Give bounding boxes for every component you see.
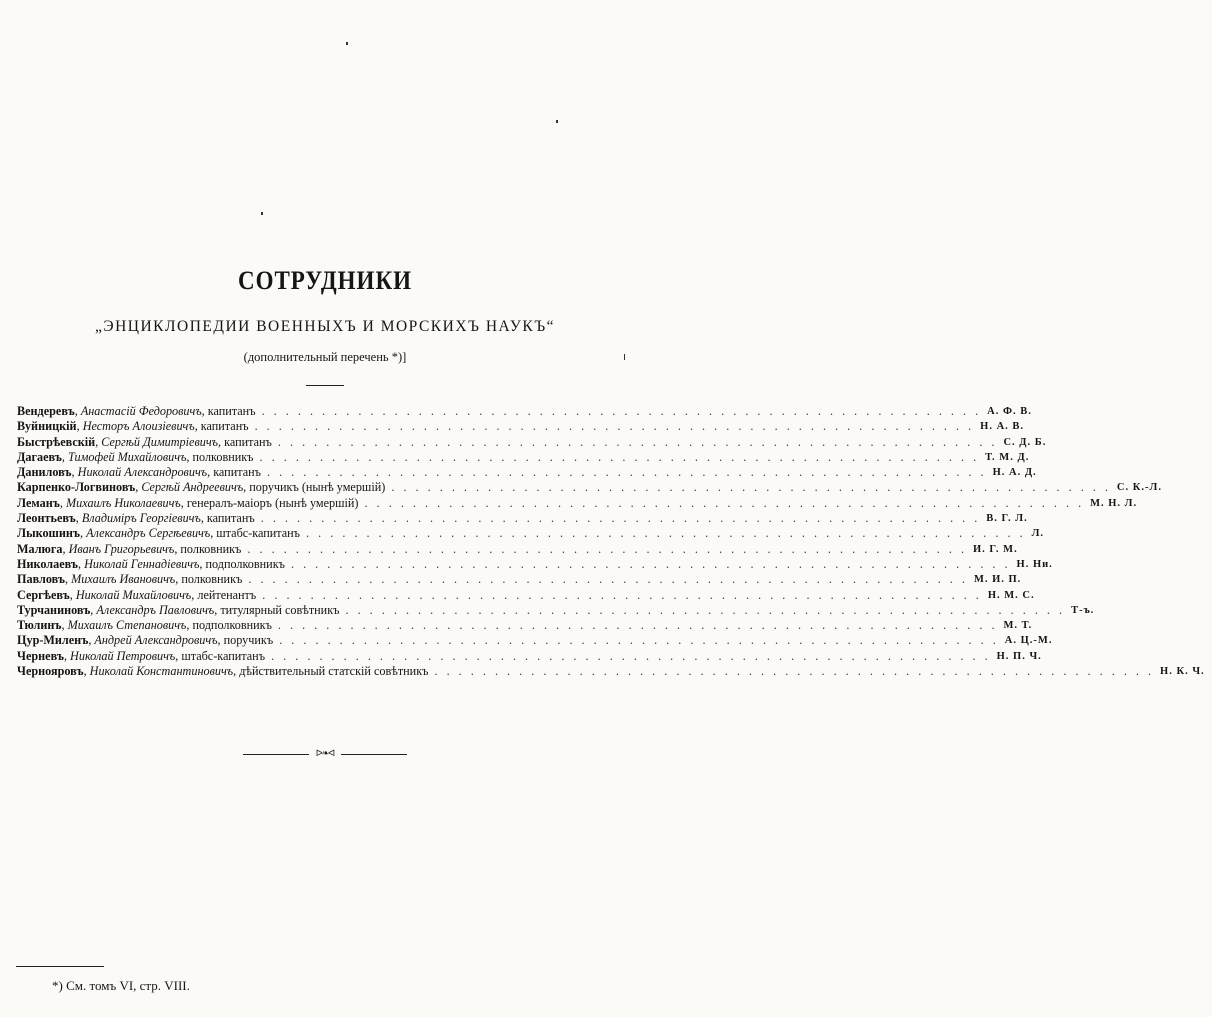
contributor-given-name: Сергѣй Андреевичъ — [141, 480, 244, 495]
contributor-surname: Сергѣевъ — [17, 587, 70, 602]
contributor-entry: Быстрѣевскій, Сергѣй Димитріевичъ, капитанъ . . . . . . . . . . . . . . . . . . . . . . . . . . . . . . . . . . . . . . . . . . . . . . . . . . . . . . . . . . . . — [17, 434, 998, 449]
contributor-initials: Т-ъ. — [1071, 604, 1095, 616]
contributor-initials: В. Г. Л. — [986, 513, 1028, 525]
leader-dots: . . . . . . . . . . . . . . . . . . . . . . . . . . . . . . . . . . . . . . . . . . . . . . . . . . . . . . . . . . . . — [339, 602, 1066, 617]
contributor-initials: И. Г. М. — [973, 543, 1018, 555]
contributor-entry: Даниловъ, Николай Александровичъ, капитанъ . . . . . . . . . . . . . . . . . . . . . . . . . . . . . . . . . . . . . . . . . . . . . . . . . . . . . . . . . . . . — [17, 465, 987, 480]
contributor-row — [17, 495, 1138, 511]
contributor-initials: С. К.-Л. — [1116, 482, 1162, 494]
contributor-given-name: Владиміръ Георгіевичъ — [81, 511, 201, 526]
contributor-rank: полковникъ — [192, 449, 254, 464]
contributor-initials: Т. М. Д. — [985, 451, 1030, 463]
contributor-rank: капитанъ — [200, 419, 249, 434]
contributor-row — [17, 664, 1205, 679]
page-title: СОТРУДНИКИ — [237, 266, 413, 295]
contributor-rank: полковникъ — [180, 541, 242, 556]
contributor-surname: Вуйницкій — [17, 419, 77, 434]
contributor-given-name: Николай Геннадіевичъ — [84, 556, 200, 571]
contributor-entry: Чернояровъ, Николай Константиновичъ, дѣйствительный статскій совѣтникъ . . . . . . . . . . . . . . . . . . . . . . . . . . . . . . . . . . . . . . . . . . . . . . . . . . . . . . . . . . . . — [17, 664, 1155, 679]
contributor-surname: Леонтьевъ — [17, 511, 76, 526]
contributor-given-name: Николай Михайловичъ — [75, 587, 192, 602]
leader-dots: . . . . . . . . . . . . . . . . . . . . . . . . . . . . . . . . . . . . . . . . . . . . . . . . . . . . . . . . . . . . — [260, 465, 987, 480]
leader-dots: . . . . . . . . . . . . . . . . . . . . . . . . . . . . . . . . . . . . . . . . . . . . . . . . . . . . . . . . . . . . — [358, 495, 1085, 510]
contributor-initials: Н. А. Д. — [992, 467, 1037, 479]
contributor-surname: Малюга — [17, 541, 63, 556]
leader-dots: . . . . . . . . . . . . . . . . . . . . . . . . . . . . . . . . . . . . . . . . . . . . . . . . . . . . . . . . . . . . — [256, 587, 982, 602]
contributor-row — [17, 633, 1053, 648]
leader-dots: . . . . . . . . . . . . . . . . . . . . . . . . . . . . . . . . . . . . . . . . . . . . . . . . . . . . . . . . . . . . — [242, 572, 968, 587]
contributor-given-name: Несторъ Алоизіевичъ — [82, 419, 195, 434]
contributor-entry: Тюлинъ, Михаилъ Степановичъ, подполковникъ . . . . . . . . . . . . . . . . . . . . . . . . . . . . . . . . . . . . . . . . . . . . . . . . . . . . . . . . . . . . — [17, 618, 998, 633]
leader-dots: . . . . . . . . . . . . . . . . . . . . . . . . . . . . . . . . . . . . . . . . . . . . . . . . . . . . . . . . . . . . — [299, 526, 1026, 541]
contributor-entry: Вендеревъ, Анастасій Федоровичъ, капитанъ . . . . . . . . . . . . . . . . . . . . . . . . . . . . . . . . . . . . . . . . . . . . . . . . . . . . . . . . . . . . — [17, 404, 982, 418]
contributor-surname: Карпенко-Логвиновъ — [17, 480, 136, 495]
contributor-surname: Николаевъ — [17, 556, 79, 571]
contributor-row — [17, 419, 1025, 434]
contributor-entry: Павловъ, Михаилъ Ивановичъ, полковникъ . . . . . . . . . . . . . . . . . . . . . . . . . . . . . . . . . . . . . . . . . . . . . . . . . . . . . . . . . . . . — [17, 572, 968, 587]
contributor-entry: Лыкошинъ, Александръ Сергѣевичъ, штабс-капитанъ . . . . . . . . . . . . . . . . . . . . . . . . . . . . . . . . . . . . . . . . . . . . . . . . . . . . . . . . . . . . — [17, 526, 1026, 541]
contributor-rank: капитанъ — [207, 404, 256, 418]
contributor-surname: Леманъ — [17, 495, 60, 510]
contributor-given-name: Николай Александровичъ — [77, 465, 208, 480]
contributor-initials: А. Ц.-М. — [1004, 635, 1053, 647]
leader-dots: . . . . . . . . . . . . . . . . . . . . . . . . . . . . . . . . . . . . . . . . . . . . . . . . . . . . . . . . . . . . — [385, 480, 1111, 495]
contributor-initials: Н. А. В. — [980, 421, 1025, 433]
contributor-entry: Малюга, Иванъ Григорьевичъ, полковникъ . . . . . . . . . . . . . . . . . . . . . . . . . . . . . . . . . . . . . . . . . . . . . . . . . . . . . . . . . . . . — [17, 541, 967, 556]
supplementary-note: (дополнительный перечень *)] — [243, 350, 407, 364]
contributor-surname: Цур-Миленъ — [17, 633, 89, 648]
contributor-surname: Павловъ — [17, 572, 66, 587]
contributor-rank: титулярный совѣтникъ — [220, 602, 340, 617]
contributor-rank: штабс-капитанъ — [181, 648, 266, 663]
contributor-initials: Н. Ни. — [1016, 558, 1053, 570]
ornament-glyph: ᐅ❧ᐊ — [315, 748, 335, 758]
print-speck — [346, 42, 348, 45]
contributor-given-name: Михаилъ Степановичъ — [67, 618, 187, 633]
contributor-surname: Тюлинъ — [17, 618, 62, 633]
contributor-row — [17, 572, 1022, 587]
footnote: *) См. томъ VI, стр. VIII. — [52, 978, 190, 993]
contributor-row — [17, 587, 1035, 603]
leader-dots: . . . . . . . . . . . . . . . . . . . . . . . . . . . . . . . . . . . . . . . . . . . . . . . . . . . . . . . . . . . . — [254, 511, 981, 526]
contributor-surname: Вендеревъ — [17, 404, 75, 418]
contributor-row — [17, 648, 1042, 664]
contributor-given-name: Михаилъ Николаевичъ — [65, 495, 181, 510]
contributor-given-name: Николай Петровичъ — [70, 648, 176, 663]
footnote-divider — [16, 966, 104, 967]
contributor-initials: М. Т. — [1003, 620, 1033, 632]
contributor-rank: штабс-капитанъ — [216, 526, 300, 541]
title-divider — [306, 385, 344, 386]
contributor-given-name: Анастасій Федоровичъ — [80, 404, 202, 418]
print-speck — [261, 212, 263, 215]
contributor-row — [17, 602, 1095, 618]
contributor-entry: Николаевъ, Николай Геннадіевичъ, подполковникъ . . . . . . . . . . . . . . . . . . . . . . . . . . . . . . . . . . . . . . . . . . . . . . . . . . . . . . . . . . . . — [17, 556, 1011, 571]
contributor-row — [17, 556, 1053, 572]
contributor-rank: поручикъ — [223, 633, 274, 648]
contributor-rank: подполковникъ — [205, 556, 285, 571]
contributor-row — [17, 541, 1018, 557]
contributor-entry: Турчаниновъ, Александръ Павловичъ, титулярный совѣтникъ . . . . . . . . . . . . . . . . . . . . . . . . . . . . . . . . . . . . . . . . . . . . . . . . . . . . . . . . . . . . — [17, 602, 1066, 617]
contributor-given-name: Тимофей Михайловичъ — [68, 449, 187, 464]
contributor-initials: М. Н. Л. — [1090, 497, 1138, 509]
contributor-initials: М. И. П. — [973, 574, 1022, 586]
ornament-line-left — [243, 754, 309, 755]
contributor-rank: поручикъ (нынѣ умершій) — [249, 480, 386, 495]
leader-dots: . . . . . . . . . . . . . . . . . . . . . . . . . . . . . . . . . . . . . . . . . . . . . . . . . . . . . . . . . . . . — [253, 449, 980, 464]
contributor-initials: С. Д. Б. — [1003, 436, 1047, 448]
contributor-rank: капитанъ — [206, 511, 255, 526]
leader-dots: . . . . . . . . . . . . . . . . . . . . . . . . . . . . . . . . . . . . . . . . . . . . . . . . . . . . . . . . . . . . — [248, 419, 975, 434]
contributor-entry: Дагаевъ, Тимофей Михайловичъ, полковникъ . . . . . . . . . . . . . . . . . . . . . . . . . . . . . . . . . . . . . . . . . . . . . . . . . . . . . . . . . . . . — [17, 449, 980, 464]
contributor-given-name: Сергѣй Димитріевичъ — [101, 434, 218, 449]
contributor-rank: лейтенантъ — [197, 587, 257, 602]
leader-dots: . . . . . . . . . . . . . . . . . . . . . . . . . . . . . . . . . . . . . . . . . . . . . . . . . . . . . . . . . . . . — [273, 633, 999, 648]
contributor-given-name: Александръ Сергѣевичъ — [86, 526, 211, 541]
contributor-rank: генералъ-маіоръ (нынѣ умершій) — [186, 495, 359, 510]
contributor-rank: капитанъ — [213, 465, 261, 480]
contributor-row — [17, 618, 1033, 633]
contributor-surname: Дагаевъ — [17, 449, 62, 464]
contributor-entry: Цур-Миленъ, Андрей Александровичъ, поручикъ . . . . . . . . . . . . . . . . . . . . . . . . . . . . . . . . . . . . . . . . . . . . . . . . . . . . . . . . . . . . — [17, 633, 999, 648]
contributor-row — [17, 480, 1162, 495]
contributor-entry: Вуйницкій, Несторъ Алоизіевичъ, капитанъ . . . . . . . . . . . . . . . . . . . . . . . . . . . . . . . . . . . . . . . . . . . . . . . . . . . . . . . . . . . . — [17, 419, 975, 434]
end-ornament — [243, 748, 407, 758]
contributor-entry: Леманъ, Михаилъ Николаевичъ, генералъ-маіоръ (нынѣ умершій) . . . . . . . . . . . . . . . . . . . . . . . . . . . . . . . . . . . . . . . . . . . . . . . . . . . . . . . . . . . . — [17, 495, 1085, 510]
contributor-row — [17, 465, 1037, 480]
contributor-entry: Карпенко-Логвиновъ, Сергѣй Андреевичъ, поручикъ (нынѣ умершій) . . . . . . . . . . . . . . . . . . . . . . . . . . . . . . . . . . . . . . . . . . . . . . . . . . . . . . . . . . . . — [17, 480, 1111, 495]
contributor-initials: Н. П. Ч. — [996, 650, 1042, 662]
contributor-given-name: Андрей Александровичъ — [94, 633, 218, 648]
leader-dots: . . . . . . . . . . . . . . . . . . . . . . . . . . . . . . . . . . . . . . . . . . . . . . . . . . . . . . . . . . . . — [284, 556, 1011, 571]
contributor-given-name: Михаилъ Ивановичъ — [71, 572, 176, 587]
leader-dots: . . . . . . . . . . . . . . . . . . . . . . . . . . . . . . . . . . . . . . . . . . . . . . . . . . . . . . . . . . . . — [271, 434, 998, 449]
contributor-row — [17, 526, 1045, 541]
contributor-entry: Сергѣевъ, Николай Михайловичъ, лейтенантъ . . . . . . . . . . . . . . . . . . . . . . . . . . . . . . . . . . . . . . . . . . . . . . . . . . . . . . . . . . . . — [17, 587, 982, 602]
contributor-surname: Лыкошинъ — [17, 526, 80, 541]
contributor-row — [17, 449, 1030, 465]
contributor-rank: подполковникъ — [192, 618, 272, 633]
contributor-initials: Н. М. С. — [987, 589, 1035, 601]
contributor-surname: Даниловъ — [17, 465, 72, 480]
contributor-given-name: Иванъ Григорьевичъ — [68, 541, 175, 556]
contributor-row — [17, 404, 1032, 419]
contributor-initials: Л. — [1031, 528, 1045, 540]
print-speck — [556, 120, 558, 123]
contributor-surname: Чернояровъ — [17, 664, 84, 679]
contributor-given-name: Александръ Павловичъ — [96, 602, 215, 617]
leader-dots: . . . . . . . . . . . . . . . . . . . . . . . . . . . . . . . . . . . . . . . . . . . . . . . . . . . . . . . . . . . . — [428, 664, 1155, 679]
leader-dots: . . . . . . . . . . . . . . . . . . . . . . . . . . . . . . . . . . . . . . . . . . . . . . . . . . . . . . . . . . . . — [265, 648, 991, 663]
leader-dots: . . . . . . . . . . . . . . . . . . . . . . . . . . . . . . . . . . . . . . . . . . . . . . . . . . . . . . . . . . . . — [241, 541, 967, 556]
contributor-surname: Черневъ — [17, 648, 64, 663]
leader-dots: . . . . . . . . . . . . . . . . . . . . . . . . . . . . . . . . . . . . . . . . . . . . . . . . . . . . . . . . . . . . — [271, 618, 998, 633]
contributor-row — [17, 434, 1047, 450]
contributor-row — [17, 511, 1028, 526]
contributor-initials: А. Ф. В. — [987, 406, 1032, 417]
contributor-rank: полковникъ — [181, 572, 243, 587]
contributor-rank: дѣйствительный статскій совѣтникъ — [239, 664, 429, 679]
contributor-surname: Быстрѣевскій — [17, 434, 96, 449]
contributor-rank: капитанъ — [224, 434, 272, 449]
ornament-line-right — [341, 754, 407, 755]
contributor-entry: Черневъ, Николай Петровичъ, штабс-капитанъ . . . . . . . . . . . . . . . . . . . . . . . . . . . . . . . . . . . . . . . . . . . . . . . . . . . . . . . . . . . . — [17, 648, 991, 663]
contributor-given-name: Николай Константиновичъ — [89, 664, 234, 679]
contributor-initials: Н. К. Ч. — [1160, 666, 1205, 678]
contributor-entry: Леонтьевъ, Владиміръ Георгіевичъ, капитанъ . . . . . . . . . . . . . . . . . . . . . . . . . . . . . . . . . . . . . . . . . . . . . . . . . . . . . . . . . . . . — [17, 511, 981, 526]
contributors-list — [17, 404, 1205, 679]
print-speck — [624, 354, 625, 360]
page-subtitle: „ЭНЦИКЛОПЕДИИ ВОЕННЫХЪ И МОРСКИХЪ НАУКЪ“ — [94, 318, 556, 335]
leader-dots: . . . . . . . . . . . . . . . . . . . . . . . . . . . . . . . . . . . . . . . . . . . . . . . . . . . . . . . . . . . . — [255, 404, 982, 418]
contributor-surname: Турчаниновъ — [17, 602, 91, 617]
